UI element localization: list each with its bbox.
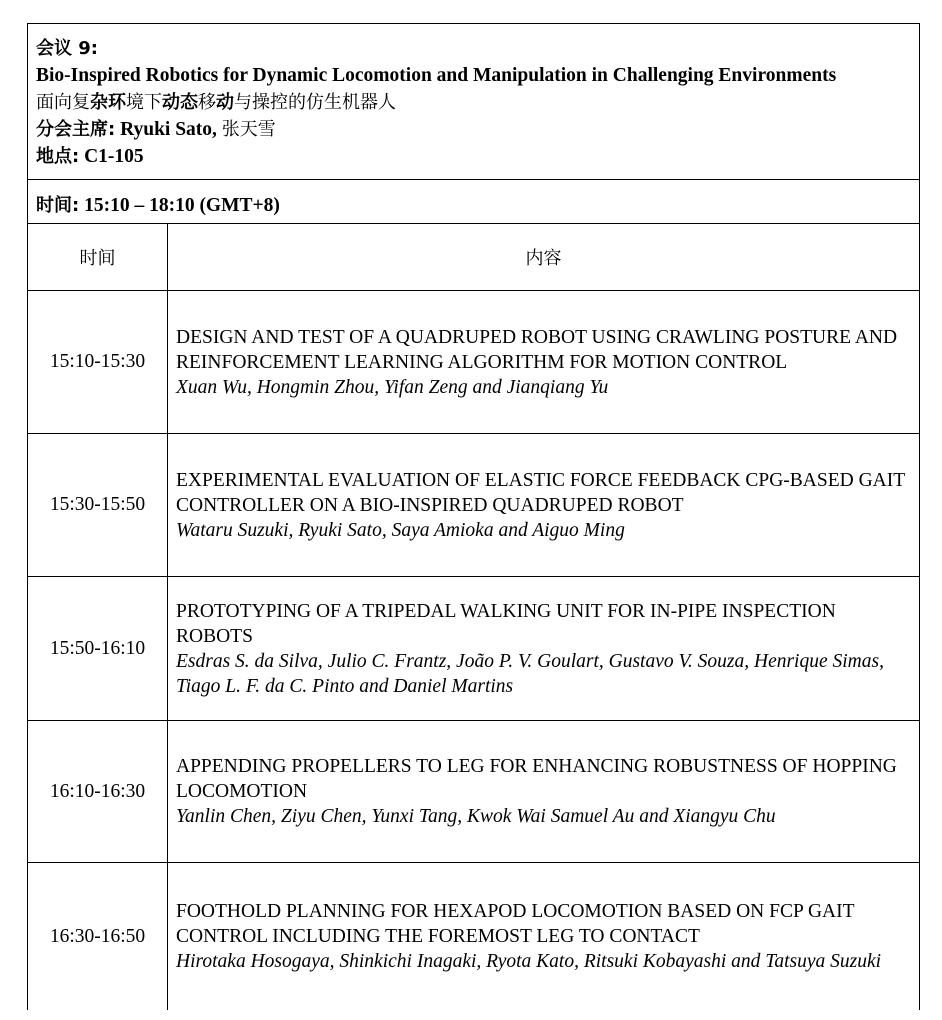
paper-title: FOOTHOLD PLANNING FOR HEXAPOD LOCOMOTION BASED ON FCP GAIT CONTROL INCLUDING THE FOREMOST LEG TO CONTACT [176, 901, 855, 947]
row-time: 15:30-15:50 [28, 434, 168, 577]
row-time: 15:50-16:10 [28, 577, 168, 721]
schedule-table [28, 224, 919, 1010]
table-row [28, 863, 919, 1011]
chairs-names-cn: 张天雪 [221, 119, 276, 140]
row-time: 16:30-16:50 [28, 863, 168, 1011]
session-time-bar [28, 180, 919, 224]
location-label: 地点: [36, 146, 80, 167]
chairs-names-en: Ryuki Sato, [115, 119, 217, 140]
time-value: 15:10 – 18:10 (GMT+8) [79, 195, 280, 216]
session-location [36, 143, 911, 170]
session-label-text: 会议 9: [36, 38, 98, 59]
session-title-cn [36, 89, 911, 116]
row-time: 16:10-16:30 [28, 721, 168, 863]
session-chairs [36, 116, 911, 143]
paper-authors: Yanlin Chen, Ziyu Chen, Yunxi Tang, Kwok Wai Samuel Au and Xiangyu Chu [176, 806, 776, 827]
title-cn-part: 与操控的仿生机器人 [234, 92, 396, 113]
title-cn-bold: 动态 [162, 92, 198, 113]
session-schedule-sheet [27, 23, 920, 1010]
table-header-row [28, 224, 919, 291]
title-cn-part: 境下 [126, 92, 162, 113]
title-cn-bold: 动 [216, 92, 234, 113]
paper-authors: Hirotaka Hosogaya, Shinkichi Inagaki, Ryota Kato, Ritsuki Kobayashi and Tatsuya Suzuki [176, 951, 882, 972]
row-time: 15:10-15:30 [28, 291, 168, 434]
paper-authors: Xuan Wu, Hongmin Zhou, Yifan Zeng and Jianqiang Yu [176, 376, 609, 398]
row-content [168, 721, 920, 863]
row-content [168, 434, 920, 577]
chairs-label: 分会主席: [36, 119, 116, 140]
paper-title: EXPERIMENTAL EVALUATION OF ELASTIC FORCE FEEDBACK CPG-BASED GAIT CONTROLLER ON A BIO-INSPIRED QUADRUPED ROBOT [176, 469, 905, 516]
row-content [168, 577, 920, 721]
row-content [168, 863, 920, 1011]
table-row [28, 577, 919, 721]
paper-authors: Esdras S. da Silva, Julio C. Frantz, João P. V. Goulart, Gustavo V. Souza, Henrique Simas, Tiago L. F. da C. Pinto and Daniel Martins [176, 650, 884, 697]
title-cn-bold: 杂环 [90, 92, 126, 113]
table-row [28, 434, 919, 577]
location-value: C1-105 [79, 146, 144, 167]
row-content [168, 291, 920, 434]
table-row [28, 291, 919, 434]
col-header-content: 内容 [168, 224, 920, 291]
session-label [36, 35, 911, 62]
table-row [28, 721, 919, 863]
paper-title: DESIGN AND TEST OF A QUADRUPED ROBOT USING CRAWLING POSTURE AND REINFORCEMENT LEARNING ALGORITHM FOR MOTION CONTROL [176, 326, 898, 373]
session-header [28, 24, 919, 180]
time-label: 时间: [36, 195, 80, 216]
title-cn-part: 面向复 [36, 92, 90, 113]
title-cn-part: 移 [198, 92, 216, 113]
session-title-en: Bio-Inspired Robotics for Dynamic Locomotion and Manipulation in Challenging Environments [36, 65, 837, 86]
paper-title: APPENDING PROPELLERS TO LEG FOR ENHANCING ROBUSTNESS OF HOPPING LOCOMOTION [176, 756, 897, 802]
paper-title: PROTOTYPING OF A TRIPEDAL WALKING UNIT FOR IN-PIPE INSPECTION ROBOTS [176, 600, 836, 647]
paper-authors: Wataru Suzuki, Ryuki Sato, Saya Amioka and Aiguo Ming [176, 519, 625, 541]
col-header-time: 时间 [28, 224, 168, 291]
